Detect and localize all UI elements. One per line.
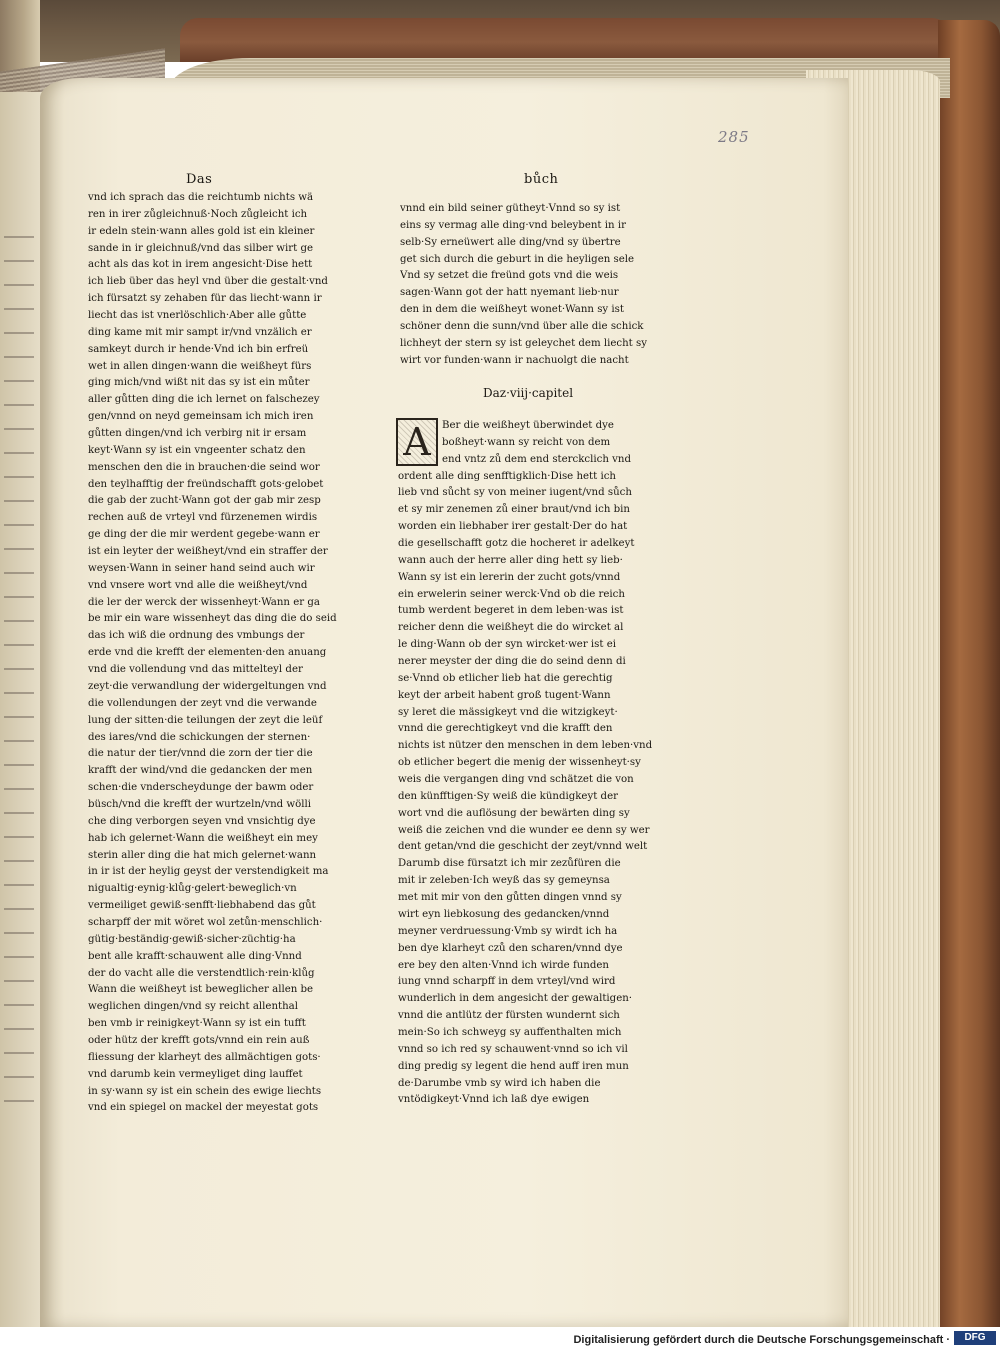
text-line: vntödigkeyt·Vnnd ich laß dye ewigen xyxy=(398,1094,590,1106)
text-line: boßheyt·wann sy reicht von dem xyxy=(442,436,611,448)
text-line: wirt vor funden·wann ir nachuolgt die nacht xyxy=(400,354,629,366)
text-line: tumb werdent begeret in dem leben·was ist xyxy=(398,605,624,617)
text-line: vnd ein spiegel on mackel der meyestat gots xyxy=(88,1102,319,1114)
text-line: ordent alle ding senfftigklich·Dise hett ich xyxy=(398,470,616,482)
text-line: keyt·Wann sy ist ein vngeenter schatz den xyxy=(88,444,306,456)
text-line: das ich wiß die ordnung des vmbungs der xyxy=(88,630,305,642)
text-line: die ler der werck der wissenheyt·Wann er ga xyxy=(88,596,320,608)
text-line: met mit mir von den gůtten dingen vnnd sy xyxy=(398,892,622,904)
text-line: ein erwelerin seiner werck·Vnd ob die reich xyxy=(398,588,625,600)
text-line: mit ir zeleben·Ich weyß das sy gemeynsa xyxy=(398,875,610,887)
text-line: den künfftigen·Sy weiß die kündigkeyt der xyxy=(398,790,618,802)
text-line: weiß die zeichen vnd die wunder ee denn sy wer xyxy=(398,824,650,836)
facing-page xyxy=(0,92,44,1327)
text-line: ding kame mit mir sampt ir/vnd vnzälich er xyxy=(88,326,312,338)
running-head-right: bůch xyxy=(524,172,559,187)
text-line: scharpff der mit wöret wol zetůn·menschlich· xyxy=(88,916,323,928)
text-line: end vntz zů dem end sterckclich vnd xyxy=(442,453,631,465)
chapter-heading: Daz·viij·capitel xyxy=(483,386,574,400)
text-line: weis die vergangen ding vnd schätzet die von xyxy=(398,774,634,786)
text-line: lung der sitten·die teilungen der zeyt die leüf xyxy=(88,714,323,726)
text-line: menschen den die in brauchen·die seind wor xyxy=(88,461,320,473)
right-text-column-chapter xyxy=(398,418,660,1118)
text-line: gütig·beständig·gewiß·sicher·züchtig·ha xyxy=(88,933,296,945)
text-line: vnd die vollendung vnd das mittelteyl der xyxy=(88,664,303,676)
text-line: wort vnd die auflösung der bewärten ding sy xyxy=(398,807,630,819)
text-line: acht als das kot in irem angesicht·Dise hett xyxy=(88,259,313,271)
book-cover-right xyxy=(938,20,1000,1327)
text-line: selb·Sy erneüwert alle ding/vnd sy übertre xyxy=(400,236,621,248)
folio-number: 285 xyxy=(718,128,750,146)
text-line: iung vnnd scharpff in dem vrteyl/vnd wird xyxy=(398,976,616,988)
text-line: ben dye klarheyt czů den scharen/vnnd dye xyxy=(398,942,623,954)
text-line: schen·die vnderscheydunge der bawm oder xyxy=(88,782,314,794)
text-line: sagen·Wann got der hatt nyemant lieb·nur xyxy=(400,287,619,299)
text-line: ben vmb ir reinigkeyt·Wann sy ist ein tufft xyxy=(88,1018,306,1030)
facing-page-text-fragment xyxy=(4,222,34,1122)
text-line: den teylhafftig der freündschafft gots·gelobet xyxy=(88,478,324,490)
text-line: rechen auß de vrteyl vnd fürzenemen wirdis xyxy=(88,512,318,524)
decorated-initial: A xyxy=(396,418,438,466)
text-line: vnd ich sprach das die reichtumb nichts wä xyxy=(88,192,314,203)
text-line: sande in ir gleichnuß/vnd das silber wirt ge xyxy=(88,242,314,254)
text-line: aller gůtten ding die ich lernet on falschezey xyxy=(88,394,320,406)
text-line: ir edeln stein·wann alles gold ist ein kleiner xyxy=(88,225,315,237)
text-line: meyner verdruessung·Vmb sy wirdt ich ha xyxy=(398,925,618,937)
text-line: vnd vnsere wort vnd alle die weißheyt/vnd xyxy=(88,579,308,591)
text-line: die gab der zucht·Wann got der gab mir zesp xyxy=(88,495,321,507)
text-line: vermeiliget gewiß·senfft·liebhabend das gůt xyxy=(88,900,316,912)
book-spine-band xyxy=(180,18,950,62)
text-line: oder hütz der krefft gots/vnnd ein rein auß xyxy=(88,1034,310,1046)
text-line: Darumb dise fürsatzt ich mir zezůfüren die xyxy=(398,858,621,870)
text-line: nerer meyster der ding die do seind denn di xyxy=(398,656,626,668)
text-line: ob etlicher begert die menig der wissenheyt·sy xyxy=(398,757,641,769)
text-line: keyt der arbeit habent groß tugent·Wann xyxy=(398,689,611,701)
text-line: lichheyt der stern sy ist geleychet dem liecht sy xyxy=(400,337,647,349)
text-line: Vnd sy setzet die freünd gots vnd die weis xyxy=(400,270,619,282)
text-line: dent getan/vnd die geschicht der zeyt/vnnd welt xyxy=(398,841,648,853)
text-line: ding predig sy legent die hend auff iren mun xyxy=(398,1060,629,1072)
text-line: sterin aller ding die hat mich gelernet·wann xyxy=(88,849,317,861)
text-line: ere bey den alten·Vnnd ich wirde funden xyxy=(398,959,609,971)
text-line: che ding verborgen seyen vnd vnsichtig dye xyxy=(88,815,316,827)
text-line: schöner denn die sunn/vnd über alle die schick xyxy=(400,321,644,333)
text-line: erde vnd die krefft der elementen·den anuang xyxy=(88,647,327,659)
text-line: ging mich/vnd wißt nit das sy ist ein můter xyxy=(88,377,310,389)
text-line: krafft der wind/vnd die gedancken der men xyxy=(88,765,313,777)
right-text-column-top xyxy=(400,201,662,371)
text-line: samkeyt durch ir hende·Vnd ich bin erfreü xyxy=(88,343,309,355)
text-line: hab ich gelernet·Wann die weißheyt ein mey xyxy=(88,832,318,844)
text-line: vnd darumb kein vermeyliget ding lauffet xyxy=(88,1068,303,1080)
text-line: worden ein liebhaber irer gestalt·Der do hat xyxy=(398,521,628,533)
text-line: gůtten dingen/vnd ich verbirg nit ir ersam xyxy=(88,428,307,440)
text-line: in ir ist der heylig geyst der verstendigkeit ma xyxy=(88,866,329,878)
text-line: et sy mir zenemen zů einer braut/vnd ich bin xyxy=(398,504,630,516)
text-line: büsch/vnd die krefft der wurtzeln/vnd wölli xyxy=(88,798,312,810)
text-line: fliessung der klarheyt des allmächtigen gots· xyxy=(88,1051,321,1063)
dfg-logo: DFG xyxy=(954,1331,996,1345)
text-line: vnnd die gerechtigkeyt vnd die krafft den xyxy=(398,723,613,735)
text-line: vnnd so ich red sy schauwent·vnnd so ich vil xyxy=(398,1043,628,1055)
text-line: vnnd die antlütz der fürsten wundernt sich xyxy=(398,1010,620,1022)
text-line: die natur der tier/vnnd die zorn der tier die xyxy=(88,748,313,760)
text-line: lieb vnd sůcht sy von meiner iugent/vnd sůch xyxy=(398,487,632,499)
text-line: ge ding der die mir werdent gegebe·wann er xyxy=(88,529,320,541)
text-line: le ding·Wann ob der syn wircket·wer ist ei xyxy=(398,639,617,651)
text-line: bent alle krafft·schauwent alle ding·Vnnd xyxy=(88,950,302,962)
text-line: get sich durch die geburt in die heyligen sele xyxy=(400,253,635,265)
text-line: ich fürsatzt sy zehaben für das liecht·wann ir xyxy=(88,293,322,305)
text-line: wann auch der herre aller ding hett sy lieb· xyxy=(398,554,623,566)
text-line: die vollendungen der zeyt vnd die verwande xyxy=(88,697,317,709)
running-head-left: Das xyxy=(186,172,213,187)
text-line: be mir ein ware wissenheyt das ding die do seid xyxy=(88,613,337,625)
text-line: Wann die weißheyt ist beweglicher allen be xyxy=(88,984,314,996)
text-line: Ber die weißheyt überwindet dye xyxy=(442,420,614,431)
text-line: nigualtig·eynig·klůg·gelert·beweglich·vn xyxy=(88,883,297,895)
text-line: wunderlich in dem angesicht der gewaltigen· xyxy=(398,993,633,1005)
text-line: liecht das ist vnerlöschlich·Aber alle gůtte xyxy=(88,310,307,322)
text-line: des iares/vnd die schickungen der sternen· xyxy=(88,731,311,743)
text-line: mein·So ich schweyg sy auffenthalten mich xyxy=(398,1026,622,1038)
text-line: vnnd ein bild seiner gütheyt·Vnnd so sy ist xyxy=(400,203,621,214)
text-line: ren in irer zůgleichnuß·Noch zůgleicht ich xyxy=(88,208,308,220)
footer-credit: Digitalisierung gefördert durch die Deutsche Forschungsgemeinschaft · xyxy=(573,1334,950,1346)
text-line: wirt eyn liebkosung des gedancken/vnnd xyxy=(398,908,610,920)
text-line: der do vacht alle die verstendtlich·rein·klůg xyxy=(88,967,315,979)
text-line: den in dem die weißheyt wonet·Wann sy ist xyxy=(400,304,624,316)
text-line: ist ein leyter der weißheyt/vnd ein straffer der xyxy=(88,546,328,558)
text-line: weysen·Wann in seiner hand seind auch wir xyxy=(88,562,315,574)
left-text-column xyxy=(88,190,350,1120)
text-line: wet in allen dingen·wann die weißheyt fürs xyxy=(88,360,312,372)
text-line: zeyt·die verwandlung der widergeltungen vnd xyxy=(88,680,327,692)
text-line: Wann sy ist ein lererin der zucht gots/vnnd xyxy=(398,571,621,583)
text-line: reicher denn die weißheyt die do wircket al xyxy=(398,622,624,634)
text-line: sy leret die mässigkeyt vnd die witzigkeyt· xyxy=(398,706,618,718)
text-line: nichts ist nützer den menschen in dem leben·vnd xyxy=(398,740,653,752)
text-line: se·Vnnd ob etlicher lieb hat die gerechtig xyxy=(398,672,613,684)
text-line: die gesellschafft gotz die hocheret ir adelkeyt xyxy=(398,538,635,550)
text-line: eins sy vermag alle ding·vnd beleybent in ir xyxy=(400,219,626,231)
text-line: ich lieb über das heyl vnd über die gestalt·vnd xyxy=(88,276,328,288)
text-line: gen/vnnd on neyd gemeinsam ich mich iren xyxy=(88,411,314,423)
text-line: de·Darumbe vmb sy wird ich haben die xyxy=(398,1077,601,1089)
text-line: weglichen dingen/vnd sy reicht allenthal xyxy=(88,1001,298,1013)
text-line: in sy·wann sy ist ein schein des ewige liechts xyxy=(88,1085,322,1097)
